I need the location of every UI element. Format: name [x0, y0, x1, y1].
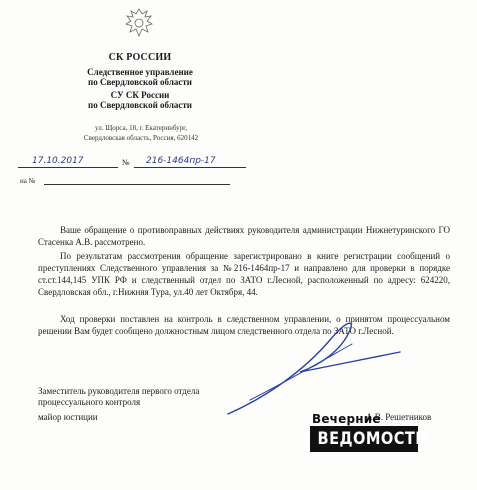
- signatory-rank: майор юстиции: [38, 412, 98, 422]
- reference-label: на №: [20, 177, 36, 185]
- address-line-2: Свердловская область, Россия, 620142: [83, 134, 199, 142]
- department-line-2: по Свердловской области: [88, 77, 192, 87]
- address-line-1: ул. Щорса, 18, г. Екатеринбург,: [95, 124, 187, 132]
- outgoing-date: 17.10.2017: [32, 156, 84, 166]
- paragraph-1: Ваше обращение о противоправных действиях руководителя администрации Нижнетуринского ГО Стасенка А.В. рассмотрено.: [38, 225, 450, 247]
- logo-word-2: ВЕДОМОСТИ: [317, 429, 428, 449]
- logo-word-1: Вечерние: [312, 412, 381, 426]
- department-name: [40, 67, 240, 87]
- reference-underline: [44, 184, 230, 185]
- signatory-title-line-1: Заместитель руководителя первого отдела: [38, 386, 200, 396]
- outgoing-date-number-line: [18, 158, 243, 170]
- signatory-name: А.В. Решетников: [366, 412, 432, 422]
- org-title: СК РОССИИ: [108, 52, 172, 63]
- coat-of-arms-emblem-icon: [120, 6, 158, 42]
- reference-line: [20, 177, 230, 189]
- number-label: №: [122, 158, 130, 167]
- vechernie-vedomosti-logo: [310, 412, 428, 470]
- number-underline: [134, 167, 246, 168]
- department-short-name: [40, 90, 240, 110]
- outgoing-number: 216-1464пр-17: [146, 156, 216, 166]
- logo-banner: [310, 426, 428, 452]
- paragraph-2: По результатам рассмотрения обращение зарегистрировано в книге регистрации сообщений о преступлениях Следственного управления за №216-1464пр-17 и направлено для проверки в порядке ст.ст.144,145 УПК РФ и следственный отдел по ЗАТО г.Лесной, расположенный по адресу: 624220, Свердловская обл., г.Нижняя Тура, ул.40 лет Октября, 44.: [38, 251, 450, 297]
- department-line-1: Следственное управление: [87, 67, 193, 77]
- signatory-title: [38, 386, 258, 408]
- paragraph-3: Ход проверки поставлен на контроль в следственном управлении, о принятом процессуальном решении Вам будет сообщено должностным лицом следственного отдела по ЗАТО г.Лесной.: [38, 314, 450, 336]
- short-name-line-1: СУ СК России: [110, 90, 170, 100]
- short-name-line-2: по Свердловской области: [88, 100, 192, 110]
- date-underline: [18, 167, 118, 168]
- signatory-title-line-2: процессуального контроля: [38, 397, 141, 407]
